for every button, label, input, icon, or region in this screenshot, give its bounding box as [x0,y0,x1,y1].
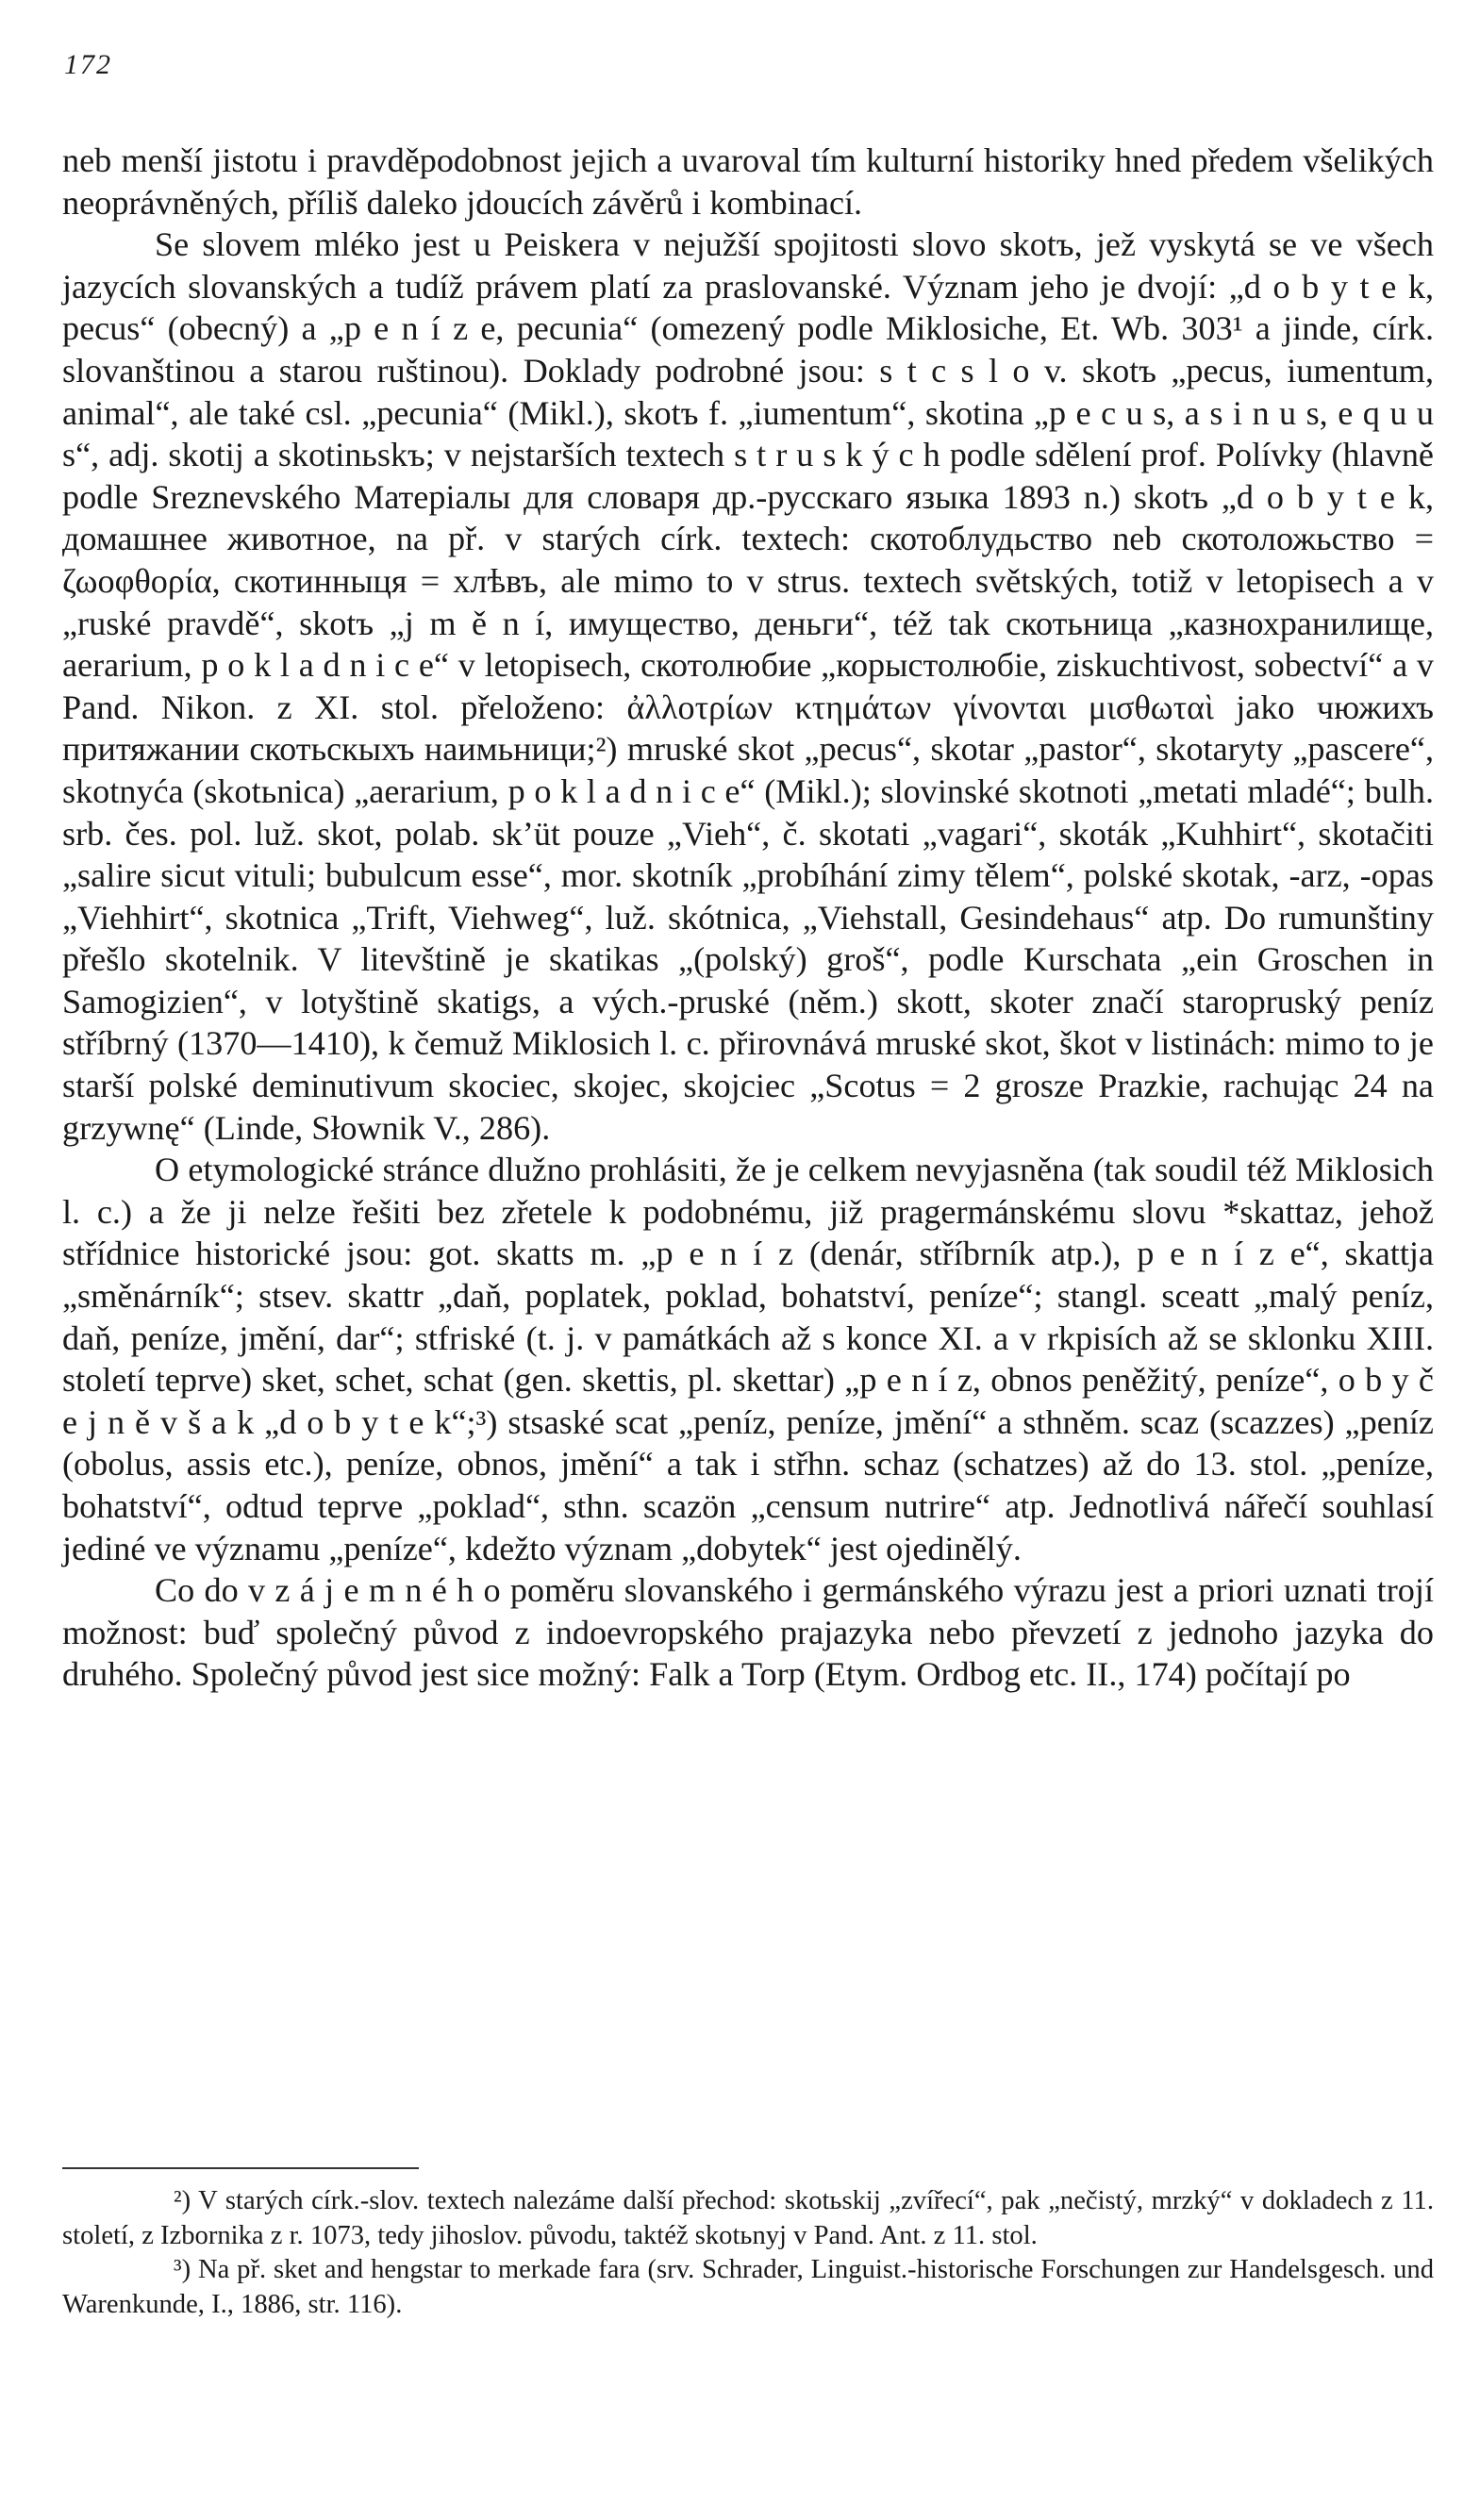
paragraph-etymology: O etymologické stránce dlužno prohlásiti, že je celkem nevyjasněna (tak soudil též Miklosich l. c.) a že ji nelze řešiti bez zřetele k podobnému, již pragermánskému slovu *skattaz, jehož střídnice historické jsou: got. skatts m. „p e n í z (denár, stříbrník atp.), p e n í z e“, skattja „směnárník“; stsev. skattr „daň, poplatek, poklad, bohatství, peníze“; stangl. sceatt „malý peníz, daň, peníze, jmění, dar“; stfriské (t. j. v památkách až s konce XI. a v rkpisích až se sklonku XIII. století teprve) sket, schet, schat (gen. skettis, pl. skettar) „p e n í z, obnos peněžitý, peníze“, o b y č e j n ě v š a k „d o b y t e k“;³) stsaské scat „peníz, peníze, jmění“ a sthněm. scaz (scazzes) „peníz (obolus, assis etc.), peníze, obnos, jmění“ a tak i střhn. schaz (schatzes) až do 13. stol. „peníze, bohatství“, odtud teprve „poklad“, sthn. scazön „censum nutrire“ atp. Jednotlivá nářečí souhlasí jediné ve významu „peníze“, kdežto význam „dobytek“ jest ojedinělý. [62,1151,1434,1567]
paragraph-intro: neb menší jistotu i pravděpodobnost jejich a uvaroval tím kulturní historiky hned předem všelikých neoprávněných, příliš daleko jdoucích závěrů i kombinací. [62,141,1434,222]
footnote-3: ³) Na př. sket and hengstar to merkade fara (srv. Schrader, Linguist.-historische Forschungen zur Handelsgesch. und Warenkunde, I., 1886, str. 116). [62,2255,1434,2319]
footnote-divider [62,2167,419,2169]
body-text [62,140,1434,1696]
paragraph-mutual-relation: Co do v z á j e m n é h o poměru slovanského i germánského výrazu jest a priori uznati trojí možnost: buď společný původ z indoevropského prajazyka nebo převzetí z jednoho jazyka do druhého. Společný původ jest sice možný: Falk a Torp (Etym. Ordbog etc. II., 174) počítají po [62,1571,1434,1694]
paragraph-skot-meanings: Se slovem mléko jest u Peiskera v nejužší spojitosti slovo skotъ, jež vyskytá se ve všech jazycích slovanských a tudíž právem platí za praslovanské. Význam jeho je dvojí: „d o b y t e k, pecus“ (obecný) a „p e n í z e, pecunia“ (omezený podle Miklosiche, Et. Wb. 303¹ a jinde, círk. slovanštinou a starou ruštinou). Doklady podrobné jsou: s t c s l o v. skotъ „pecus, iumentum, animal“, ale také csl. „pecunia“ (Mikl.), skotъ f. „iumentum“, skotina „p e c u s, a s i n u s, e q u u s“, adj. skotij a skotinьskъ; v nejstarších textech s t r u s k ý c h podle sdělení prof. Polívky (hlavně podle Sreznevského Матеріалы для словаря др.-русскаго языка 1893 n.) skotъ „d o b y t e k, домашнее животное, na př. v starých círk. textech: скотоблудьство neb скотоложьство = ζωοφθορία, скотинныця = хлѣвъ, ale mimo to v strus. textech světských, totiž v letopisech a v „ruské pravdě“, skotъ „j m ě n í, имущество, деньги“, též tak скотьница „казнохранилище, aerarium, p o k l a d n i c e“ v letopisech, скотолюбие „корыстолюбіе, ziskuchtivost, sobectví“ a v Pand. Nikon. z XI. stol. přeloženo: ἀλλοτρίων κτημάτων γίνονται μισθωταὶ jako чюжихъ притяжании скотьскыхъ наимьници;²) mruské skot „pecus“, skotar „pastor“, skotaryty „pascere“, skotnyća (skotьnica) „aerarium, p o k l a d n i c e“ (Mikl.); slovinské skotnoti „metati mladé“; bulh. srb. čes. pol. luž. skot, polab. sk’üt pouze „Vieh“, č. skotati „vagari“, skoták „Kuhhirt“, skotačiti „salire sicut vituli; bubulcum esse“, mor. skotník „probíhání zimy tělem“, polské skotak, -arz, -opas „Viehhirt“, skotnica „Trift, Viehweg“, luž. skótnica, „Viehstall, Gesindehaus“ atp. Do rumunštiny přešlo skotelnik. V litevštině je skatikas „(polský) groš“, podle Kurschata „ein Groschen in Samogizien“, v lotyštině skatigs, a vých.-pruské (něm.) skott, skoter značí staropruský peníz stříbrný (1370—1410), k čemuž Miklosich l. c. přirovnává mruské skot, škot v listinách: mimo to je starší polské deminutivum skociec, skojec, skojciec „Scotus = 2 grosze Prazkie, rachując 24 na grzywnę“ (Linde, Słownik V., 286). [62,225,1434,1147]
page-number: 172 [64,49,112,80]
footnote-2: ²) V starých círk.-slov. textech nalezáme další přechod: skotьskij „zvířecí“, pak „nečistý, mrzký“ v dokladech z 11. století, z Izbornika z r. 1073, tedy jihoslov. původu, taktéž skotьnyj v Pand. Ant. z 11. stol. [62,2186,1434,2250]
footnotes [62,2184,1434,2322]
